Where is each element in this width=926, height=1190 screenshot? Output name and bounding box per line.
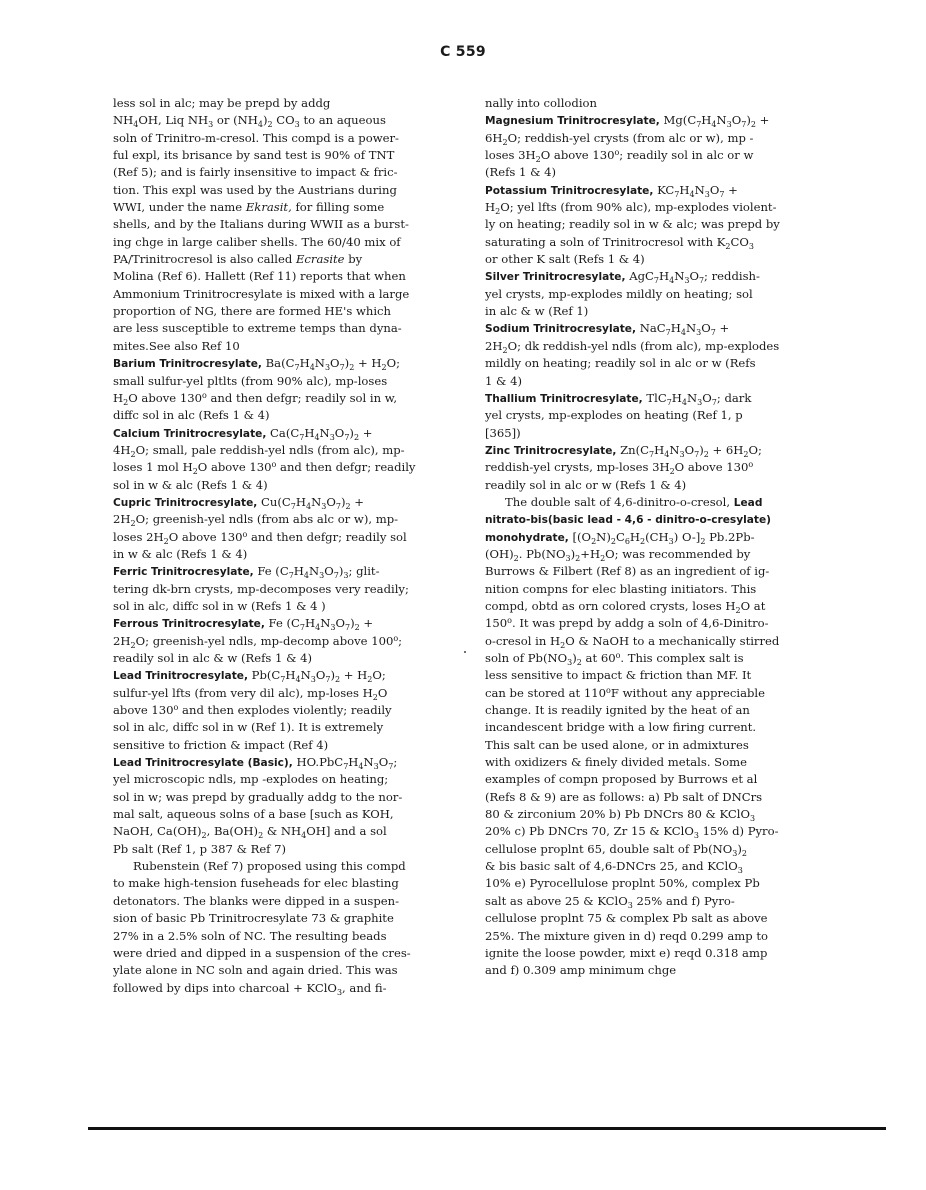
left-column-line: $NH_4OH$, Liq $NH_3$ or $(NH_4)_2$ $CO_3$ to an aqueous <box>113 113 386 130</box>
left-column-line: to make high-tension fuseheads for elec blasting <box>113 876 399 891</box>
left-column-line: mites.See also Ref 10 <box>113 338 240 353</box>
left-column-line: proportion of NG, there are formed HE's which <box>113 304 392 319</box>
right-column-line: $H_2O$; yel lfts (from 90% alc), mp-explodes violent- <box>485 200 777 217</box>
right-column-line: o-cresol in $H_2O$ & NaOH to a mechanically stirred <box>485 633 780 650</box>
right-column-line: (Refs 8 & 9) are as follows: a) Pb salt of DNCrs <box>485 789 763 804</box>
right-column-line: 80 & zirconium 20% b) Pb DNCrs 80 & KClO$_3$ <box>485 807 756 824</box>
left-column-line: sulfur-yel lfts (from very dil alc), mp-loses $H_2O$ <box>113 685 388 702</box>
right-column-line: nally into collodion <box>485 96 597 110</box>
left-column-line: Ammonium Trinitrocresylate is mixed with a large <box>113 286 410 301</box>
left-column-line: small sulfur-yel pltlts (from 90% alc), mp-loses <box>113 373 388 388</box>
left-column-line: Barium Trinitrocresylate, $Ba(C_7H_4N_3O_7)_2 + H_2O$; <box>113 356 400 373</box>
left-column-line: shells, and by the Italians during WWII as a burst- <box>113 217 409 232</box>
right-column-line: compd, obtd as orn colored crysts, loses $H_2O$ at <box>485 598 766 615</box>
right-column-line: readily sol in alc or w (Refs 1 & 4) <box>485 477 687 492</box>
right-column-line: Thallium Trinitrocresylate, $TlC_7H_4N_3O_7$; dark <box>485 390 752 407</box>
left-column-line: sol in w & alc (Refs 1 & 4) <box>113 477 268 492</box>
left-column-line: Ferrous Trinitrocresylate, Fe $(C_7H_4N_3O_7)_2$ + <box>113 616 374 633</box>
left-column-line: WWI, under the name Ekrasit, for filling some <box>113 200 385 215</box>
left-column-line: $2H_2O$; greenish-yel ndls (from abs alc or w), mp- <box>113 512 399 529</box>
right-column-line: yel crysts, mp-explodes mildly on heating; sol <box>485 286 753 301</box>
right-column-line: [365]) <box>485 425 521 440</box>
right-column-line: incandescent bridge with a low firing current. <box>485 720 757 735</box>
left-column-line: Calcium Trinitrocresylate, $Ca(C_7H_4N_3O_7)_2$ + <box>113 425 373 442</box>
right-column-line: or other K salt (Refs 1 & 4) <box>485 252 645 267</box>
right-column-line: Magnesium Trinitrocresylate, $Mg(C_7H_4N_3O_7)_2$ + <box>485 113 770 130</box>
left-column-line: ful expl, its brisance by sand test is 90% of TNT <box>113 148 395 163</box>
left-column-line: tering dk-brn crysts, mp-decomposes very readily; <box>113 581 409 596</box>
left-column-line: loses $2H_2O$ above 130$^o$ and then defgr; readily sol <box>113 529 407 546</box>
right-column-line: cellulose proplnt 65, double salt of $Pb(NO_3)_2$ <box>485 841 747 858</box>
left-column-line: above 130$^o$ and then explodes violently; readily <box>113 703 392 718</box>
right-column-line: reddish-yel crysts, mp-loses $3H_2O$ above 130$^o$ <box>485 460 754 477</box>
right-column-line: $2H_2O$; dk reddish-yel ndls (from alc), mp-explodes <box>485 338 780 355</box>
left-column-line: sensitive to friction & impact (Ref 4) <box>113 737 329 752</box>
right-column-line: Silver Trinitrocresylate, $AgC_7H_4N_3O_7$; reddish- <box>485 269 760 286</box>
right-column-line: in alc & w (Ref 1) <box>485 304 589 319</box>
right-column-line: ignite the loose powder, mixt e) reqd 0.318 amp <box>485 945 768 960</box>
left-column-line: Rubenstein (Ref 7) proposed using this compd <box>133 859 406 874</box>
left-column-line: tion. This expl was used by the Austrians during <box>113 182 397 197</box>
left-column-line: sol in alc, diffc sol in w (Refs 1 & 4 ) <box>113 598 326 613</box>
right-column-line: Burrows & Filbert (Ref 8) as an ingredient of ig- <box>485 564 770 579</box>
left-column-line: loses 1 mol $H_2O$ above 130$^o$ and then defgr; readily <box>113 460 416 477</box>
left-column-line: Lead Trinitrocresylate, $Pb(C_7H_4N_3O_7)_2 + H_2O$; <box>113 668 386 685</box>
right-column <box>485 95 840 980</box>
left-column-line: PA/Trinitrocresol is also called Ecrasite by <box>113 252 363 267</box>
left-column-line: Cupric Trinitrocresylate, $Cu(C_7H_4N_3O_7)_2$ + <box>113 494 364 511</box>
page-number: C 559 <box>440 44 486 60</box>
stray-mark <box>464 651 466 653</box>
right-column-line: can be stored at 110$^o$F without any appreciable <box>485 685 765 700</box>
right-column-line: ly on heating; readily sol in w & alc; was prepd by <box>485 217 780 232</box>
right-column-line: $6H_2O$; reddish-yel crysts (from alc or w), mp - <box>485 130 754 147</box>
right-column-line: 20% c) Pb DNCrs 70, Zr 15 & KClO$_3$ 15% d) Pyro- <box>485 824 779 841</box>
left-column-line: ing chge in large caliber shells. The 60/40 mix of <box>113 234 401 249</box>
left-column-line: detonators. The blanks were dipped in a suspen- <box>113 893 400 908</box>
right-column-line: salt as above 25 & KClO$_3$ 25% and f) Pyro- <box>485 893 735 910</box>
left-column-line: followed by dips into charcoal + KClO$_3$, and fi- <box>113 980 387 997</box>
left-column-line: sol in w; was prepd by gradually addg to the nor- <box>113 789 403 804</box>
left-column-line: Molina (Ref 6). Hallett (Ref 11) reports that when <box>113 269 406 284</box>
right-column-line: 10% e) Pyrocellulose proplnt 50%, complex Pb <box>485 876 760 891</box>
right-column-line: and f) 0.309 amp minimum chge <box>485 963 677 978</box>
right-column-line: mildly on heating; readily sol in alc or w (Refs <box>485 356 756 371</box>
right-column-line: Potassium Trinitrocresylate, $KC_7H_4N_3O_7$ + <box>485 182 738 199</box>
bottom-rule <box>88 1127 886 1130</box>
left-column-line: were dried and dipped in a suspension of the cres- <box>113 945 411 960</box>
right-column-line: Zinc Trinitrocresylate, $Zn(C_7H_4N_3O_7)_2 + 6H_2O$; <box>485 442 762 459</box>
left-column-line: NaOH, $Ca(OH)_2$, $Ba(OH)_2$ & $NH_4OH$] and a sol <box>113 824 387 841</box>
left-column-line: Pb salt (Ref 1, p 387 & Ref 7) <box>113 841 287 856</box>
right-column-line: change. It is readily ignited by the heat of an <box>485 703 750 718</box>
left-column-line: 27% in a 2.5% soln of NC. The resulting beads <box>113 928 387 943</box>
left-column-line: in w & alc (Refs 1 & 4) <box>113 546 248 561</box>
right-column-line: with oxidizers & finely divided metals. Some <box>485 755 747 770</box>
right-column-line: & bis basic salt of 4,6-DNCrs 25, and KClO$_3$ <box>485 859 743 876</box>
right-column-line: 25%. The mixture given in d) reqd 0.299 amp to <box>485 928 768 943</box>
left-column <box>113 95 468 997</box>
left-column-line: yel microscopic ndls, mp -explodes on heating; <box>113 772 389 787</box>
left-column-line: readily sol in alc & w (Refs 1 & 4) <box>113 651 312 665</box>
right-column-line: examples of compn proposed by Burrows et al <box>485 772 758 787</box>
left-column-line: soln of Trinitro-m-cresol. This compd is a power- <box>113 130 399 145</box>
left-column-line: sol in alc, diffc sol in w (Ref 1). It is extremely <box>113 720 384 735</box>
right-column-line: 1 & 4) <box>485 373 522 388</box>
left-column-line: $4H_2O$; small, pale reddish-yel ndls (from alc), mp- <box>113 442 405 459</box>
left-column-line: mal salt, aqueous solns of a base [such as KOH, <box>113 807 394 822</box>
left-column-line: $2H_2O$; greenish-yel ndls, mp-decomp above 100$^o$; <box>113 633 403 650</box>
right-column-line: loses $3H_2O$ above 130$^o$; readily sol in alc or w <box>485 148 754 165</box>
left-column-line: diffc sol in alc (Refs 1 & 4) <box>113 408 270 423</box>
left-column-line: Lead Trinitrocresylate (Basic), $HO.PbC_7H_4N_3O_7$; <box>113 755 398 772</box>
right-column-line: cellulose proplnt 75 & complex Pb salt as above <box>485 911 768 926</box>
right-column-line: 150$^o$. It was prepd by addg a soln of 4,6-Dinitro- <box>485 616 769 631</box>
left-column-line: ylate alone in NC soln and again dried. This was <box>113 963 398 978</box>
left-column-line: less sol in alc; may be prepd by addg <box>113 96 331 110</box>
right-column-line: $(OH)_2$. $Pb(NO_3)_2+H_2O$; was recommended by <box>485 546 751 563</box>
left-column-line: (Ref 5); and is fairly insensitive to impact & fric- <box>113 165 398 180</box>
right-column-line: saturating a soln of Trinitrocresol with $K_2CO_3$ <box>485 234 754 251</box>
right-column-line: nition compns for elec blasting initiators. This <box>485 581 757 596</box>
left-column-line: sion of basic Pb Trinitrocresylate 73 & graphite <box>113 911 394 926</box>
right-column-line: Sodium Trinitrocresylate, $NaC_7H_4N_3O_7$ + <box>485 321 730 338</box>
left-column-line: $H_2O$ above 130$^o$ and then defgr; readily sol in w, <box>113 390 398 407</box>
right-column-line: This salt can be used alone, or in admixtures <box>485 737 749 752</box>
right-column-line: nitrato-bis(basic lead - 4,6 - dinitro-o-cresylate) <box>485 514 772 527</box>
right-column-line: monohydrate, [$(O_2N)_2C_6H_2(CH_3)$ $O-]_2$ Pb.2Pb- <box>485 529 755 546</box>
right-column-line: (Refs 1 & 4) <box>485 165 557 180</box>
left-column-line: Ferric Trinitrocresylate, Fe $(C_7H_4N_3O_7)_3$; glit- <box>113 564 380 581</box>
right-column-line: yel crysts, mp-explodes on heating (Ref 1, p <box>485 408 743 423</box>
left-column-line: are less susceptible to extreme temps than dyna- <box>113 321 402 336</box>
right-column-line: less sensitive to impact & friction than MF. It <box>485 668 752 683</box>
right-column-line: soln of $Pb(NO_3)_2$ at 60$^o$. This complex salt is <box>485 651 744 667</box>
right-column-line: The double salt of 4,6-dinitro-o-cresol, Lead <box>505 494 763 509</box>
